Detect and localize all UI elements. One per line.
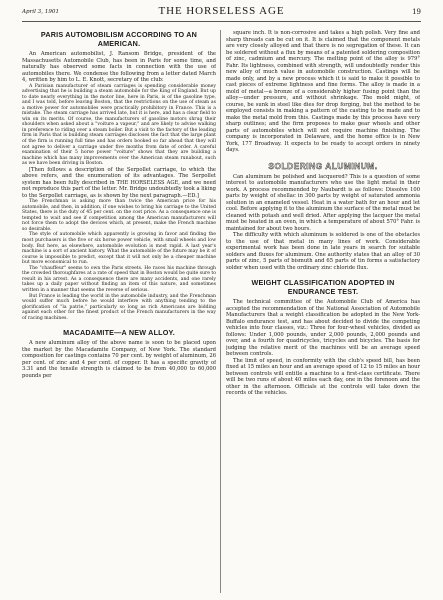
left-column [22, 30, 216, 596]
paris-heading-line1: PARIS AUTOMOBILISM ACCORDING TO AN [40, 30, 198, 39]
weight-classification-heading [226, 278, 420, 296]
publication-title: THE HORSELESS AGE [158, 5, 285, 17]
macadamite-continued: square inch. It is non-corrosive and takes a high polish. Very fine and sharp threads can be cut on it. It is claimed that the component metals are very closely alloyed and that there is no segregation of these. It can be soldered without a flux by means of a patented soldering composition of zinc, cadmium and mercury. The melting point of the alloy is 979° Fahr. Its lightness, combined with strength, will undoubtedly render this new alloy of much value in automobile construction. Castings will be made only, and by a new process which it is said to make it possible to cast pieces of extreme lightness and fine forms. The alloy is made in a mold of metal—a bronze of a considerably higher fusing point than the alloy—under pressure, and without shrinkage. The mold might, of course, be sunk in steel like dies for drop forging, but the method to be employed consists in making a pattern of the casting to be made and to make the metal mold from this. Castings made by this process have very sharp outlines; and the firm proposes to make gear wheels and other parts of automobiles which will not require machine finishing. The company is incorporated in Delaware, and the home office is in New York, 177 Broadway. It expects to be ready to accept orders in ninety days. [226, 30, 420, 153]
paris-editor-note: [Then follows a description of the Serpollet carriage, to which the above refers, and the enumeration of its advantages. The Serpollet system has been fully described in THE HORSELESS AGE, and we need not reproduce this part of the letter. Mr. Bridge undoubtedly took a liking to the Serpollet carriage, as is shown by the next paragraph.—ED.] [22, 166, 216, 199]
macadamite-paragraph-1: A new aluminum alloy of the above name is soon to be placed upon the market by the Macadamite Company, of New York. The standard composition for castings contains 70 per cent. by weight of aluminum, 26 per cent. of zinc and 4 per cent. of copper. It has a specific gravity of 3.31 and the tensile strength is claimed to be from 40,000 to 60,000 pounds per [22, 340, 216, 379]
paris-paragraph-5: The style of automobile which apparently is growing in favor and finding the most purchasers is the five or six horse power vehicle, with small wheels and low body. But here, as elsewhere, automobile evolution is most rapid. A last year's machine is a sort of ancient history. What the automobile of the future may be it of course is impossible to predict, except that it will not only be a cheaper machine but more economical to run. [22, 232, 216, 266]
weight-paragraph-2: The limit of speed, in conformity with the club's speed bill, has been fixed at 15 miles an hour and an average speed of 12 to 15 miles an hour between controls will entitle a machine to a first-class certificate. There will be two runs of about 40 miles each day, one in the forenoon and the other in the afternoon. Officials at the controls will take down the records of the vehicles. [226, 357, 420, 396]
soldering-aluminum-heading: SOLDERING ALUMINUM. [268, 160, 378, 171]
paris-paragraph-6: The "chauffeur" seems to own the Paris streets. He races his machine through the crowded thoroughfares at a rate of speed that in Boston would be quite sure to result in his arrest. As a consequence there are many accidents, and one rarely takes up a daily paper without finding an item of this nature, and sometimes written in a manner that seems the reverse of serious. [22, 265, 216, 293]
weight-paragraph-1: The technical committee of the Automobile Club of America has accepted the recommendation of the National Association of Automobile Manufacturers that a weight classification be adopted in the New York-Buffalo endurance test, and has about decided to divide the competing vehicles into four classes, viz.: Three for four-wheel vehicles, divided as follows: Under 1,000 pounds, under 2,000 pounds, 2,000 pounds and over, and a fourth for quadricycles, tricycles and bicycles. The basis for judging the relative merit of the machines will be an average speed between controls. [226, 299, 420, 357]
paris-heading-line2: AMERICAN. [97, 39, 141, 48]
paris-paragraph-2: A Parisian manufacturer of steam carriages is spending considerable money advertising that he is building a steam automobile for the King of England. But up to date nearly everything in the motor line, here in Paris, is of the gasoline type, and I was told, before leaving Boston, that the restrictions on the use of steam as a motive power for automobiles were practically prohibitory in France. This is a mistake. The steam carriage has arrived late, but it is here, and has a clear field to win on its merits. Of course, the manufacturers of gasoline motors shrug their shoulders when asked about a "voiture a vapeur," and are likely to advise walking in preference to riding over a steam boiler. But a visit to the factory of the leading firm in Paris that is building steam carriages discloses the fact that the large plant of the firm is running full time and has orders booked so far ahead that they will not agree to deliver a carriage under five months from date of order. A careful examination of their 5 horse power "voiture" shows that they are building a machine which has many improvements over the American steam runabout, such as we have been driving in Boston. [22, 83, 216, 167]
weight-heading-line2: ENDURANCE TEST. [287, 287, 359, 296]
column-rule [220, 30, 221, 593]
weight-heading-line1: WEIGHT CLASSIFICATION ADOPTED IN [251, 278, 395, 287]
running-header [22, 5, 421, 22]
paris-automobilism-heading [22, 30, 216, 48]
right-column [226, 30, 420, 596]
page-number: 19 [412, 8, 421, 16]
paris-paragraph-7: But France is leading the world in the automobile industry, and the Frenchman would suffer much before he would interfere with anything tending to the glorification of "la patrie," particularly so long as rich Americans are bidding against each other for the finest product of the French manufacturers in the way of racing machines. [22, 293, 216, 321]
soldering-paragraph-2: The difficulty with which aluminum is soldered is one of the obstacles to the use of that metal in many lines of work. Considerable experimental work has been done in late years in search for suitable solders and fluxes for aluminum. One authority states that an alloy of 30 parts of zinc, 5 parts of bismuth and 65 parts of tin forms a satisfactory solder when used with the ordinary zinc chloride flux. [226, 232, 420, 271]
macadamite-heading: MACADAMITE—A NEW ALLOY. [63, 328, 175, 338]
issue-date: April 3, 1901 [22, 9, 60, 15]
paris-paragraph-1: An American automobilist, J. Ransom Bridge, president of the Massachusetts Automobile Club, has been in Paris for some time, and naturally has observed some facts in connection with the use of automobiles there. We condense the following from a letter dated March 4, written by him to L. E. Knott, secretary of the club: [22, 51, 216, 83]
paris-paragraph-4: The Frenchman is asking more than twice the American price for his automobile, and then, in addition, if one wishes to bring his carriage to the United States, there is the duty of 45 per cent. on the cost price. As a consequence one is tempted to wait and see if competition among the American manufacturers will not force them to adopt the devices which, at present, make the French machine so desirable. [22, 199, 216, 232]
soldering-paragraph-1: Can aluminum be polished and lacquered? This is a question of some interest to automobile manufacturers who use the light metal in their work. A process recommended by Naubardt is as follows: Dissolve 100 parts by weight of shellac in 300 parts by weight of saturated ammonia solution in an enameled vessel. Heat in a water bath for an hour and let cool. Before applying it to the aluminum the surface of the metal must be cleaned with potash and well dried. After applying the lacquer the metal must be heated in an oven, in which a temperature of about 570° Fahr. is maintained for about two hours. [226, 173, 420, 232]
